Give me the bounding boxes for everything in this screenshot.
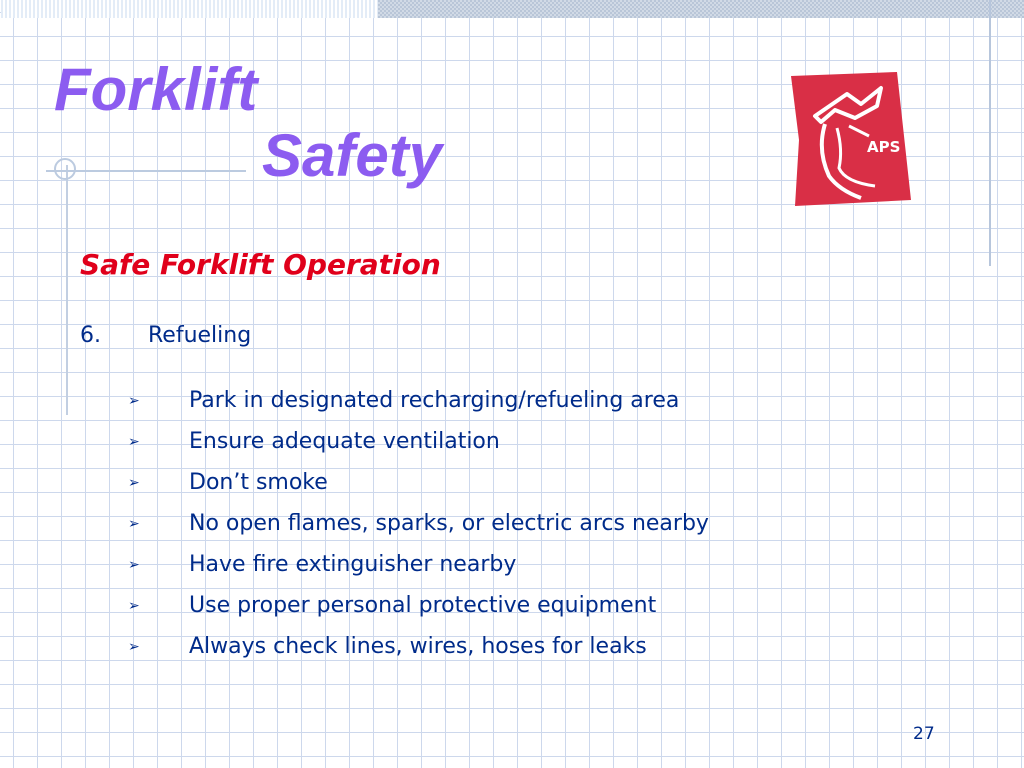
left-divider-line [66,165,68,415]
section-heading: Safe Forklift Operation [80,248,441,281]
arrowhead-bullet-icon: ➢ [128,598,140,614]
bullet-text: Always check lines, wires, hoses for leaks [189,634,647,659]
arrowhead-bullet-icon: ➢ [128,434,140,450]
bullet-text: Use proper personal protective equipment [189,593,657,618]
arrowhead-bullet-icon: ➢ [128,639,140,655]
arrowhead-bullet-icon: ➢ [128,516,140,532]
item-number: 6. [80,323,101,348]
bullet-text: No open flames, sparks, or electric arcs nearby [189,511,709,536]
slide-title-line-2: Safety [262,122,443,189]
aps-logo [785,70,915,208]
bullet-text: Ensure adequate ventilation [189,429,500,454]
arrowhead-bullet-icon: ➢ [128,475,140,491]
crosshair-icon [54,158,76,180]
page-number: 27 [913,724,935,744]
bullet-text: Have fire extinguisher nearby [189,552,517,577]
arrowhead-bullet-icon: ➢ [128,393,140,409]
logo-wordmark: APS [867,138,901,156]
slide-title-line-1: Forklift [54,56,258,123]
bullet-text: Park in designated recharging/refueling area [189,388,680,413]
bullet-text: Don’t smoke [189,470,328,495]
item-label: Refueling [148,323,252,348]
arrowhead-bullet-icon: ➢ [128,557,140,573]
title-underline [46,170,246,172]
header-band-texture [378,0,1024,18]
right-divider-line [989,0,991,266]
